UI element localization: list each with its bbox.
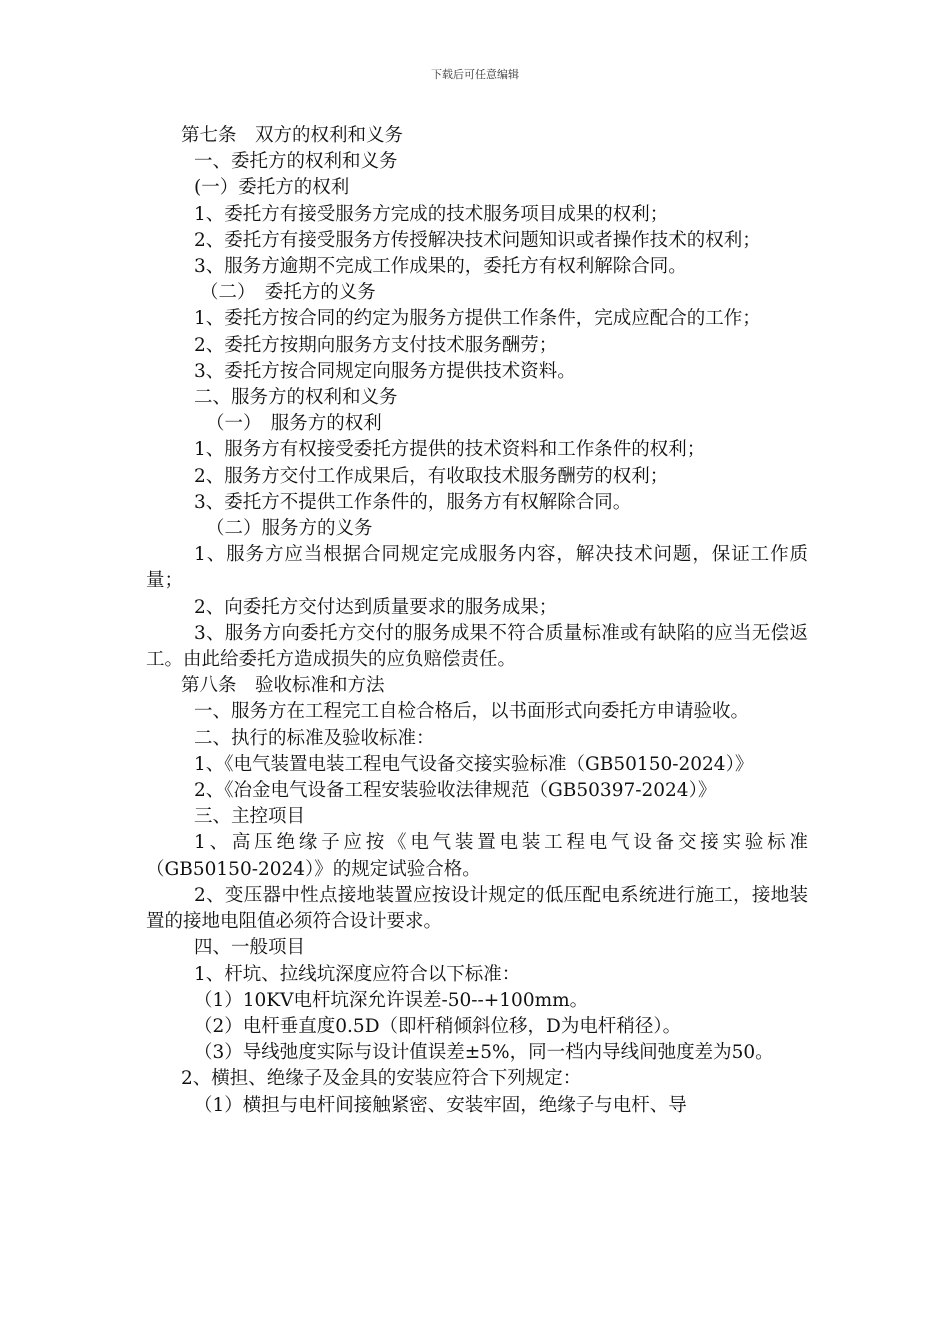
list-item: （2）电杆垂直度0.5D（即杆稍倾斜位移，D为电杆稍径）。 <box>194 1015 682 1037</box>
paragraph: 2、横担、绝缘子及金具的安装应符合下列规定： <box>181 1068 582 1090</box>
paragraph: 2、服务方交付工作成果后，有收取技术服务酬劳的权利； <box>194 465 669 487</box>
list-item: （3）导线弛度实际与设计值误差±5%，同一档内导线间弛度差为50。 <box>194 1042 774 1064</box>
paragraph: 1、委托方有接受服务方完成的技术服务项目成果的权利； <box>194 203 669 225</box>
paragraph: 2、向委托方交付达到质量要求的服务成果； <box>194 596 558 618</box>
paragraph: 1、《电气装置电装工程电气设备交接实验标准（GB50150-2024）》 <box>194 753 754 775</box>
subsection-heading: （二）服务方的义务 <box>206 518 373 540</box>
document-body <box>146 123 808 1119</box>
paragraph: 1、高压绝缘子应按《电气装置电装工程电气设备交接实验标准（GB50150-2024）》的规定试验合格。 <box>146 832 808 880</box>
paragraph: 一、服务方在工程完工自检合格后，以书面形式向委托方申请验收。 <box>194 701 750 723</box>
page-header: 下载后可任意编辑 <box>431 68 519 81</box>
section-heading: 四、一般项目 <box>194 937 306 959</box>
section-heading: 一、委托方的权利和义务 <box>194 151 398 173</box>
paragraph: 1、服务方应当根据合同规定完成服务内容，解决技术问题，保证工作质量； <box>146 544 808 592</box>
section-heading: 二、执行的标准及验收标准： <box>194 727 435 749</box>
paragraph: 3、委托方按合同规定向服务方提供技术资料。 <box>194 360 576 382</box>
subsection-heading: （一） 服务方的权利 <box>206 413 382 435</box>
paragraph: 1、服务方有权接受委托方提供的技术资料和工作条件的权利； <box>194 439 706 461</box>
paragraph: 2、委托方按期向服务方支付技术服务酬劳； <box>194 334 558 356</box>
paragraph: 3、服务方向委托方交付的服务成果不符合质量标准或有缺陷的应当无偿返工。由此给委托方造成损失的应负赔偿责任。 <box>146 622 808 671</box>
subsection-heading: (一）委托方的权利 <box>194 177 350 199</box>
paragraph: 3、服务方逾期不完成工作成果的，委托方有权利解除合同。 <box>194 256 687 278</box>
paragraph: 3、委托方不提供工作条件的，服务方有权解除合同。 <box>194 491 632 513</box>
paragraph: 1、委托方按合同的约定为服务方提供工作条件，完成应配合的工作； <box>194 308 761 330</box>
subsection-heading: （二） 委托方的义务 <box>200 282 376 304</box>
paragraph: 1、杆坑、拉线坑深度应符合以下标准： <box>194 963 521 985</box>
article-8-heading: 第八条 验收标准和方法 <box>181 675 385 697</box>
paragraph: 2、委托方有接受服务方传授解决技术问题知识或者操作技术的权利； <box>194 229 761 251</box>
section-heading: 二、服务方的权利和义务 <box>194 387 398 409</box>
section-heading: 三、主控项目 <box>194 806 306 828</box>
list-item: （1）横担与电杆间接触紧密、安装牢固，绝缘子与电杆、导 <box>194 1094 687 1116</box>
paragraph: 2、《冶金电气设备工程安装验收法律规范（GB50397-2024）》 <box>194 780 717 802</box>
list-item: （1）10KV电杆坑深允许误差-50--+100mm。 <box>194 989 589 1011</box>
article-7-heading: 第七条 双方的权利和义务 <box>181 125 404 146</box>
paragraph: 2、变压器中性点接地装置应按设计规定的低压配电系统进行施工，接地装置的接地电阻值必须符合设计要求。 <box>146 884 808 933</box>
